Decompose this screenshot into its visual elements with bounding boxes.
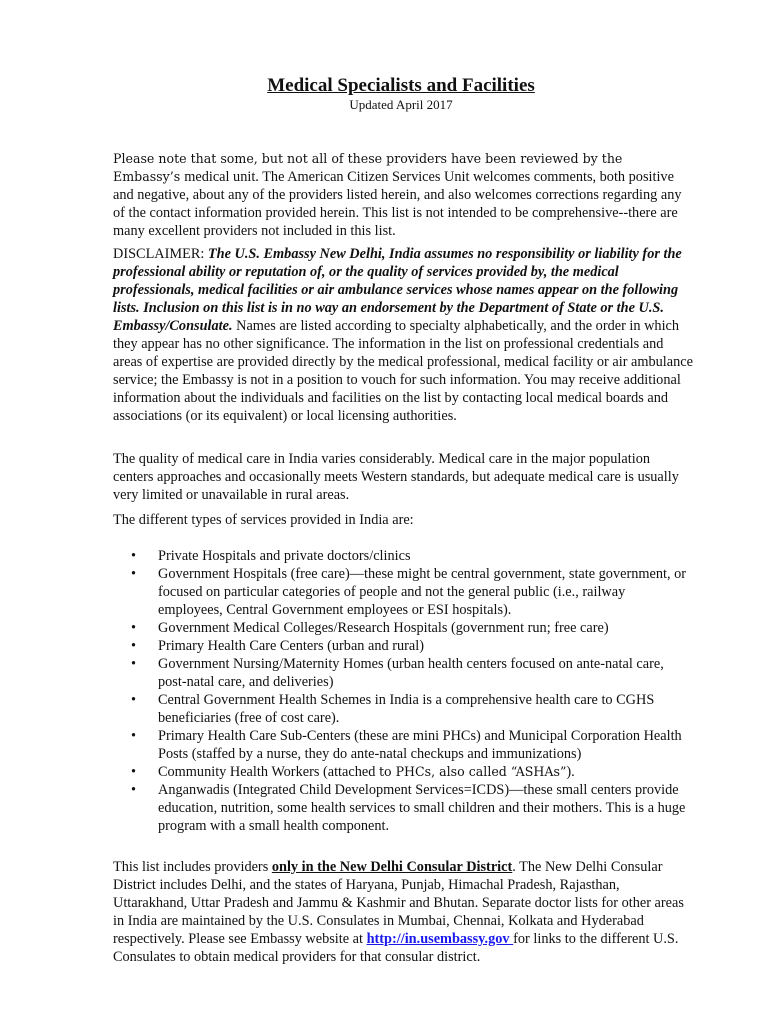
list-item xyxy=(113,619,693,637)
quality-paragraph: The quality of medical care in India varies considerably. Medical care in the major population centers approaches and occasionally meets Western standards, but adequate medical care is usually very limited or unavailable in rural areas. xyxy=(113,451,679,503)
list-item-text-c: ). xyxy=(566,764,575,780)
list-item xyxy=(113,781,693,835)
list-item-text: Private Hospitals and private doctors/clinics xyxy=(158,548,411,564)
list-item xyxy=(113,547,693,565)
bullet-icon: • xyxy=(131,728,137,744)
document-title: Medical Specialists and Facilities xyxy=(267,75,535,96)
bullet-icon: • xyxy=(131,692,137,708)
services-intro: The different types of services provided in India are: xyxy=(113,512,414,528)
list-item-text: Anganwadis (Integrated Child Development Services=ICDS)—these small centers provide education, nutrition, some health services to small children and their mothers. This is a huge program with a small health component. xyxy=(158,782,686,834)
bullet-icon: • xyxy=(131,782,137,798)
services-list xyxy=(113,547,693,835)
bullet-icon: • xyxy=(131,566,137,582)
embassy-website-link[interactable]: http://in.usembassy.gov xyxy=(366,931,514,947)
bullet-icon: • xyxy=(131,548,137,564)
list-item-text: Government Nursing/Maternity Homes (urban health centers focused on ante-natal care, post-natal care, and deliveries) xyxy=(158,656,664,690)
intro-text-part2: medical unit. The American Citizen Services Unit welcomes comments, both positive and negative, about any of the providers listed herein, and also welcomes corrections regarding any of the contact information provided herein. This list is not intended to be comprehensive--there are many excellent providers not included in this list. xyxy=(113,169,682,239)
bullet-icon: • xyxy=(131,620,137,636)
disclaimer-label: DISCLAIMER: xyxy=(113,246,208,262)
intro-text-part1: Please note that some, but not all of these providers have been reviewed by the Embassy’s xyxy=(113,151,623,184)
list-item-text-b: to PHCs, also called “ASHAs” xyxy=(378,764,567,779)
updated-date: Updated April 2017 xyxy=(349,97,453,112)
consular-text-a: This list includes providers xyxy=(113,859,272,875)
consular-text-c: for links to the different U.S. Consulates to obtain medical providers for that consular district. xyxy=(113,931,679,965)
list-item xyxy=(113,763,693,781)
consular-district-emphasis: only in the New Delhi Consular District xyxy=(271,859,513,875)
consular-district-paragraph xyxy=(113,858,693,966)
list-item-text: Central Government Health Schemes in India is a comprehensive health care to CGHS beneficiaries (free of cost care). xyxy=(158,692,655,726)
list-item xyxy=(113,727,693,763)
list-item xyxy=(113,691,693,727)
bullet-icon: • xyxy=(131,656,137,672)
list-item xyxy=(113,655,693,691)
disclaimer-text: Names are listed according to specialty alphabetically, and the order in which they appear has no other significance. The information in the list on professional credentials and areas of expertise are provided directly by the medical professional, medical facility or air ambulance service; the Embassy is not in a position to vouch for such information. You may receive additional information about the individuals and facilities on the list by contacting local medical boards and associations (or its equivalent) or local licensing authorities. xyxy=(113,318,693,424)
list-item-text: Primary Health Care Centers (urban and rural) xyxy=(158,638,424,654)
disclaimer-paragraph xyxy=(113,245,693,425)
list-item xyxy=(113,565,693,619)
list-item-text: Primary Health Care Sub-Centers (these are mini PHCs) and Municipal Corporation Health Posts (staffed by a nurse, they do ante-natal checkups and immunizations) xyxy=(158,728,682,762)
intro-paragraph xyxy=(113,150,693,240)
consular-text-b: . The New Delhi Consular District includes Delhi, and the states of Haryana, Punjab, Himachal Pradesh, Rajasthan, Uttarakhand, Uttar Pradesh and Jammu & Kashmir and Bhutan. Separate doctor lists for other areas in India are maintained by the U.S. Consulates in Mumbai, Chennai, Kolkata and Hyderabad respectively. Please see Embassy website at xyxy=(113,859,684,947)
bullet-icon: • xyxy=(131,638,137,654)
list-item-text: Government Hospitals (free care)—these might be central government, state government, or focused on particular categories of people and not the general public (i.e., railway employees, Central Government employees or ESI hospitals). xyxy=(158,566,687,618)
list-item-text-a: Community Health Workers (attached xyxy=(158,764,379,780)
list-item xyxy=(113,637,693,655)
disclaimer-bold-text: The U.S. Embassy New Delhi, India assumes no responsibility or liability for the professional ability or reputation of, or the quality of services provided by, the medical professionals, medical facilities or air ambulance services whose names appear on the following lists. Inclusion on this list is in no way an endorsement by the Department of State or the U.S. Embassy/Consulate. xyxy=(113,246,682,334)
list-item-text: Government Medical Colleges/Research Hospitals (government run; free care) xyxy=(158,620,609,636)
bullet-icon: • xyxy=(131,764,137,780)
